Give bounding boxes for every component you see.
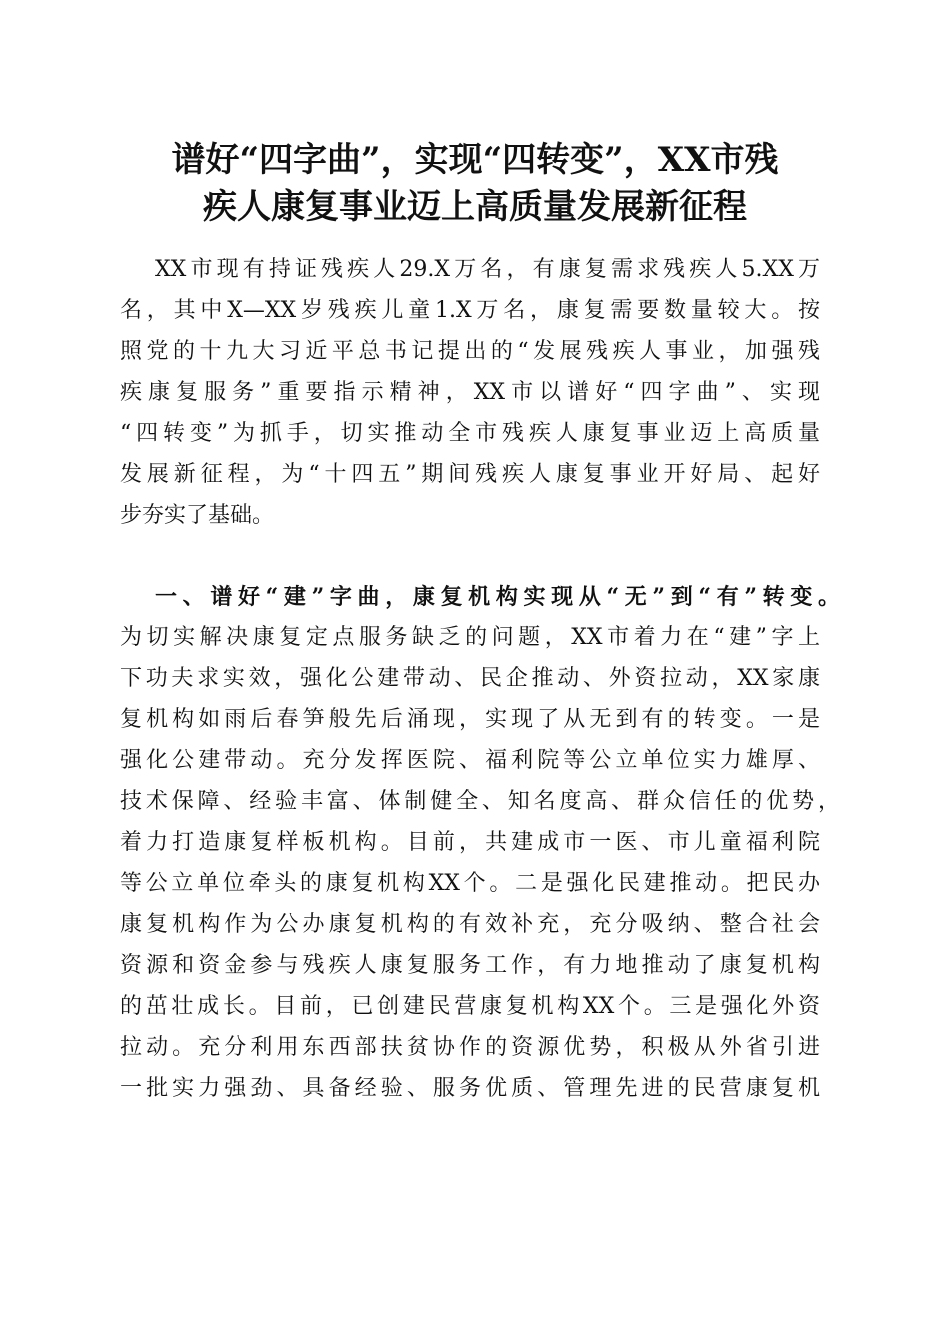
title-line: 疾人康复事业迈上高质量发展新征程 [203,187,747,227]
text-line: 疾康复服务”重要指示精神，XX市以谱好“四字曲”、实现 [120,380,820,405]
text-line: 发展新征程，为“十四五”期间残疾人康复事业开好局、起好 [120,462,820,487]
text-line: 的茁壮成长。目前，已创建民营康复机构XX个。三是强化外资 [120,994,820,1019]
text-line: 照党的十九大习近平总书记提出的“发展残疾人事业，加强残 [120,339,820,364]
text-line: 下功夫求实效，强化公建带动、民企推动、外资拉动，XX家康 [120,666,820,691]
text-line: 步夯实了基础。 [120,503,275,528]
text-line: 一批实力强劲、具备经验、服务优质、管理先进的民营康复机 [120,1076,820,1101]
title-line: 谱好“四字曲”，实现“四转变”，XX市残 [171,140,779,180]
text-line: 康复机构作为公办康复机构的有效补充，充分吸纳、整合社会 [120,912,820,937]
text-line: 着力打造康复样板机构。目前，共建成市一医、市儿童福利院 [120,830,820,855]
text-line: 拉动。充分利用东西部扶贫协作的资源优势，积极从外省引进 [120,1035,820,1060]
text-line: XX市现有持证残疾人29.X万名，有康复需求残疾人5.XX万 [155,257,820,282]
text-line: 资源和资金参与残疾人康复服务工作，有力地推动了康复机构 [120,953,820,978]
section-heading: 一、谱好“建”字曲，康复机构实现从“无”到“有”转变。 [155,584,840,610]
text-line: 名，其中X—XX岁残疾儿童1.X万名，康复需要数量较大。按 [120,298,820,323]
text-line: 强化公建带动。充分发挥医院、福利院等公立单位实力雄厚、 [120,748,820,773]
text-line: 技术保障、经验丰富、体制健全、知名度高、群众信任的优势， [120,789,840,814]
text-line: 复机构如雨后春笋般先后涌现，实现了从无到有的转变。一是 [120,707,820,732]
text-line: 等公立单位牵头的康复机构XX个。二是强化民建推动。把民办 [120,871,820,896]
text-line: 为切实解决康复定点服务缺乏的问题，XX市着力在“建”字上 [120,625,820,650]
text-line: “四转变”为抓手，切实推动全市残疾人康复事业迈上高质量 [120,421,820,446]
